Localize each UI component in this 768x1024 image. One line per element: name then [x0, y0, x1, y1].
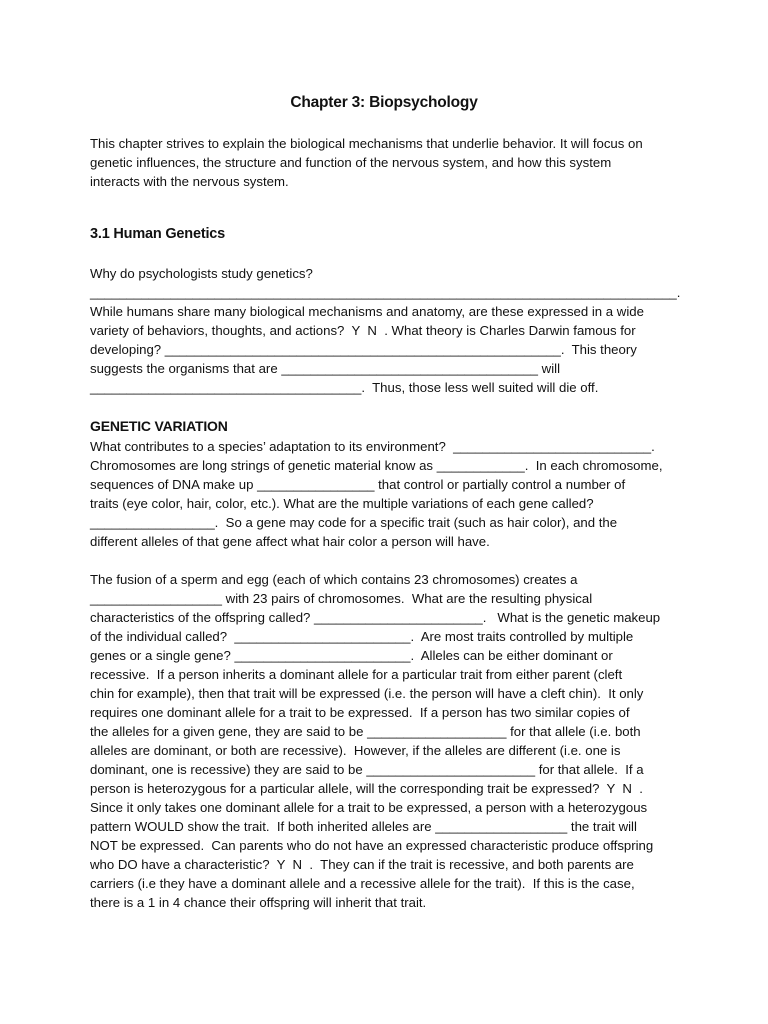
- intro-paragraph: [90, 134, 680, 191]
- text-line: person is heterozygous for a particular allele, will the corresponding trait be expressed? Y N .: [90, 781, 643, 796]
- text-line: there is a 1 in 4 chance their offspring will inherit that trait.: [90, 895, 427, 910]
- text-line: ________________________________________________________________________________.: [90, 285, 681, 300]
- text-line: traits (eye color, hair, color, etc.). What are the multiple variations of each gene called?: [90, 496, 594, 511]
- text-line: recessive. If a person inherits a dominant allele for a particular trait from either parent (cleft: [90, 667, 623, 682]
- text-line: suggests the organisms that are ___________________________________ will: [90, 361, 560, 376]
- text-line: carriers (i.e they have a dominant allele and a recessive allele for the trait). If this is the case,: [90, 876, 635, 891]
- text-line: dominant, one is recessive) they are said to be _______________________ for that allele. If a: [90, 762, 644, 777]
- text-line: of the individual called? ________________________. Are most traits controlled by multiple: [90, 629, 634, 644]
- text-line: _____________________________________. Thus, those less well suited will die off.: [90, 380, 599, 395]
- human-genetics-paragraph: [90, 264, 680, 397]
- text-line: genes or a single gene? ________________________. Alleles can be either dominant or: [90, 648, 613, 663]
- text-line: __________________ with 23 pairs of chromosomes. What are the resulting physical: [90, 591, 593, 606]
- text-line: the alleles for a given gene, they are said to be ___________________ for that allele (i.e. both: [90, 724, 641, 739]
- document-title: Chapter 3: Biopsychology: [290, 94, 478, 111]
- text-line: The fusion of a sperm and egg (each of which contains 23 chromosomes) creates a: [90, 572, 578, 587]
- text-line: NOT be expressed. Can parents who do not have an expressed characteristic produce offspring: [90, 838, 654, 853]
- text-line: interacts with the nervous system.: [90, 174, 289, 189]
- text-line: Why do psychologists study genetics?: [90, 266, 313, 281]
- text-line: alleles are dominant, or both are recessive). However, if the alleles are different (i.e. one is: [90, 743, 621, 758]
- text-line: chin for example), then that trait will be expressed (i.e. the person will have a cleft chin). It only: [90, 686, 644, 701]
- text-line: This chapter strives to explain the biological mechanisms that underlie behavior. It will focus on: [90, 136, 643, 151]
- text-line: who DO have a characteristic? Y N . They can if the trait is recessive, and both parents are: [90, 857, 634, 872]
- text-line: _________________. So a gene may code for a specific trait (such as hair color), and the: [90, 515, 618, 530]
- text-line: While humans share many biological mechanisms and anatomy, are these expressed in a wide: [90, 304, 644, 319]
- text-line: What contributes to a species’ adaptation to its environment? ___________________________.: [90, 439, 655, 454]
- section-heading-genetic-variation: GENETIC VARIATION: [90, 418, 228, 434]
- text-line: characteristics of the offspring called? _______________________. What is the genetic makeup: [90, 610, 661, 625]
- text-line: genetic influences, the structure and function of the nervous system, and how this system: [90, 155, 612, 170]
- text-line: Since it only takes one dominant allele for a trait to be expressed, a person with a heterozygous: [90, 800, 648, 815]
- genetic-variation-paragraph-1: [90, 437, 680, 551]
- text-line: sequences of DNA make up ________________ that control or partially control a number of: [90, 477, 626, 492]
- text-line: Chromosomes are long strings of genetic material know as ____________. In each chromosome,: [90, 458, 663, 473]
- text-line: variety of behaviors, thoughts, and actions? Y N . What theory is Charles Darwin famous for: [90, 323, 636, 338]
- genetic-variation-paragraph-2: [90, 570, 680, 912]
- text-line: developing? ______________________________________________________. This theory: [90, 342, 637, 357]
- text-line: requires one dominant allele for a trait to be expressed. If a person has two similar copies of: [90, 705, 630, 720]
- text-line: pattern WOULD show the trait. If both inherited alleles are __________________ the trait will: [90, 819, 637, 834]
- section-heading-human-genetics: 3.1 Human Genetics: [90, 226, 226, 242]
- text-line: different alleles of that gene affect what hair color a person will have.: [90, 534, 490, 549]
